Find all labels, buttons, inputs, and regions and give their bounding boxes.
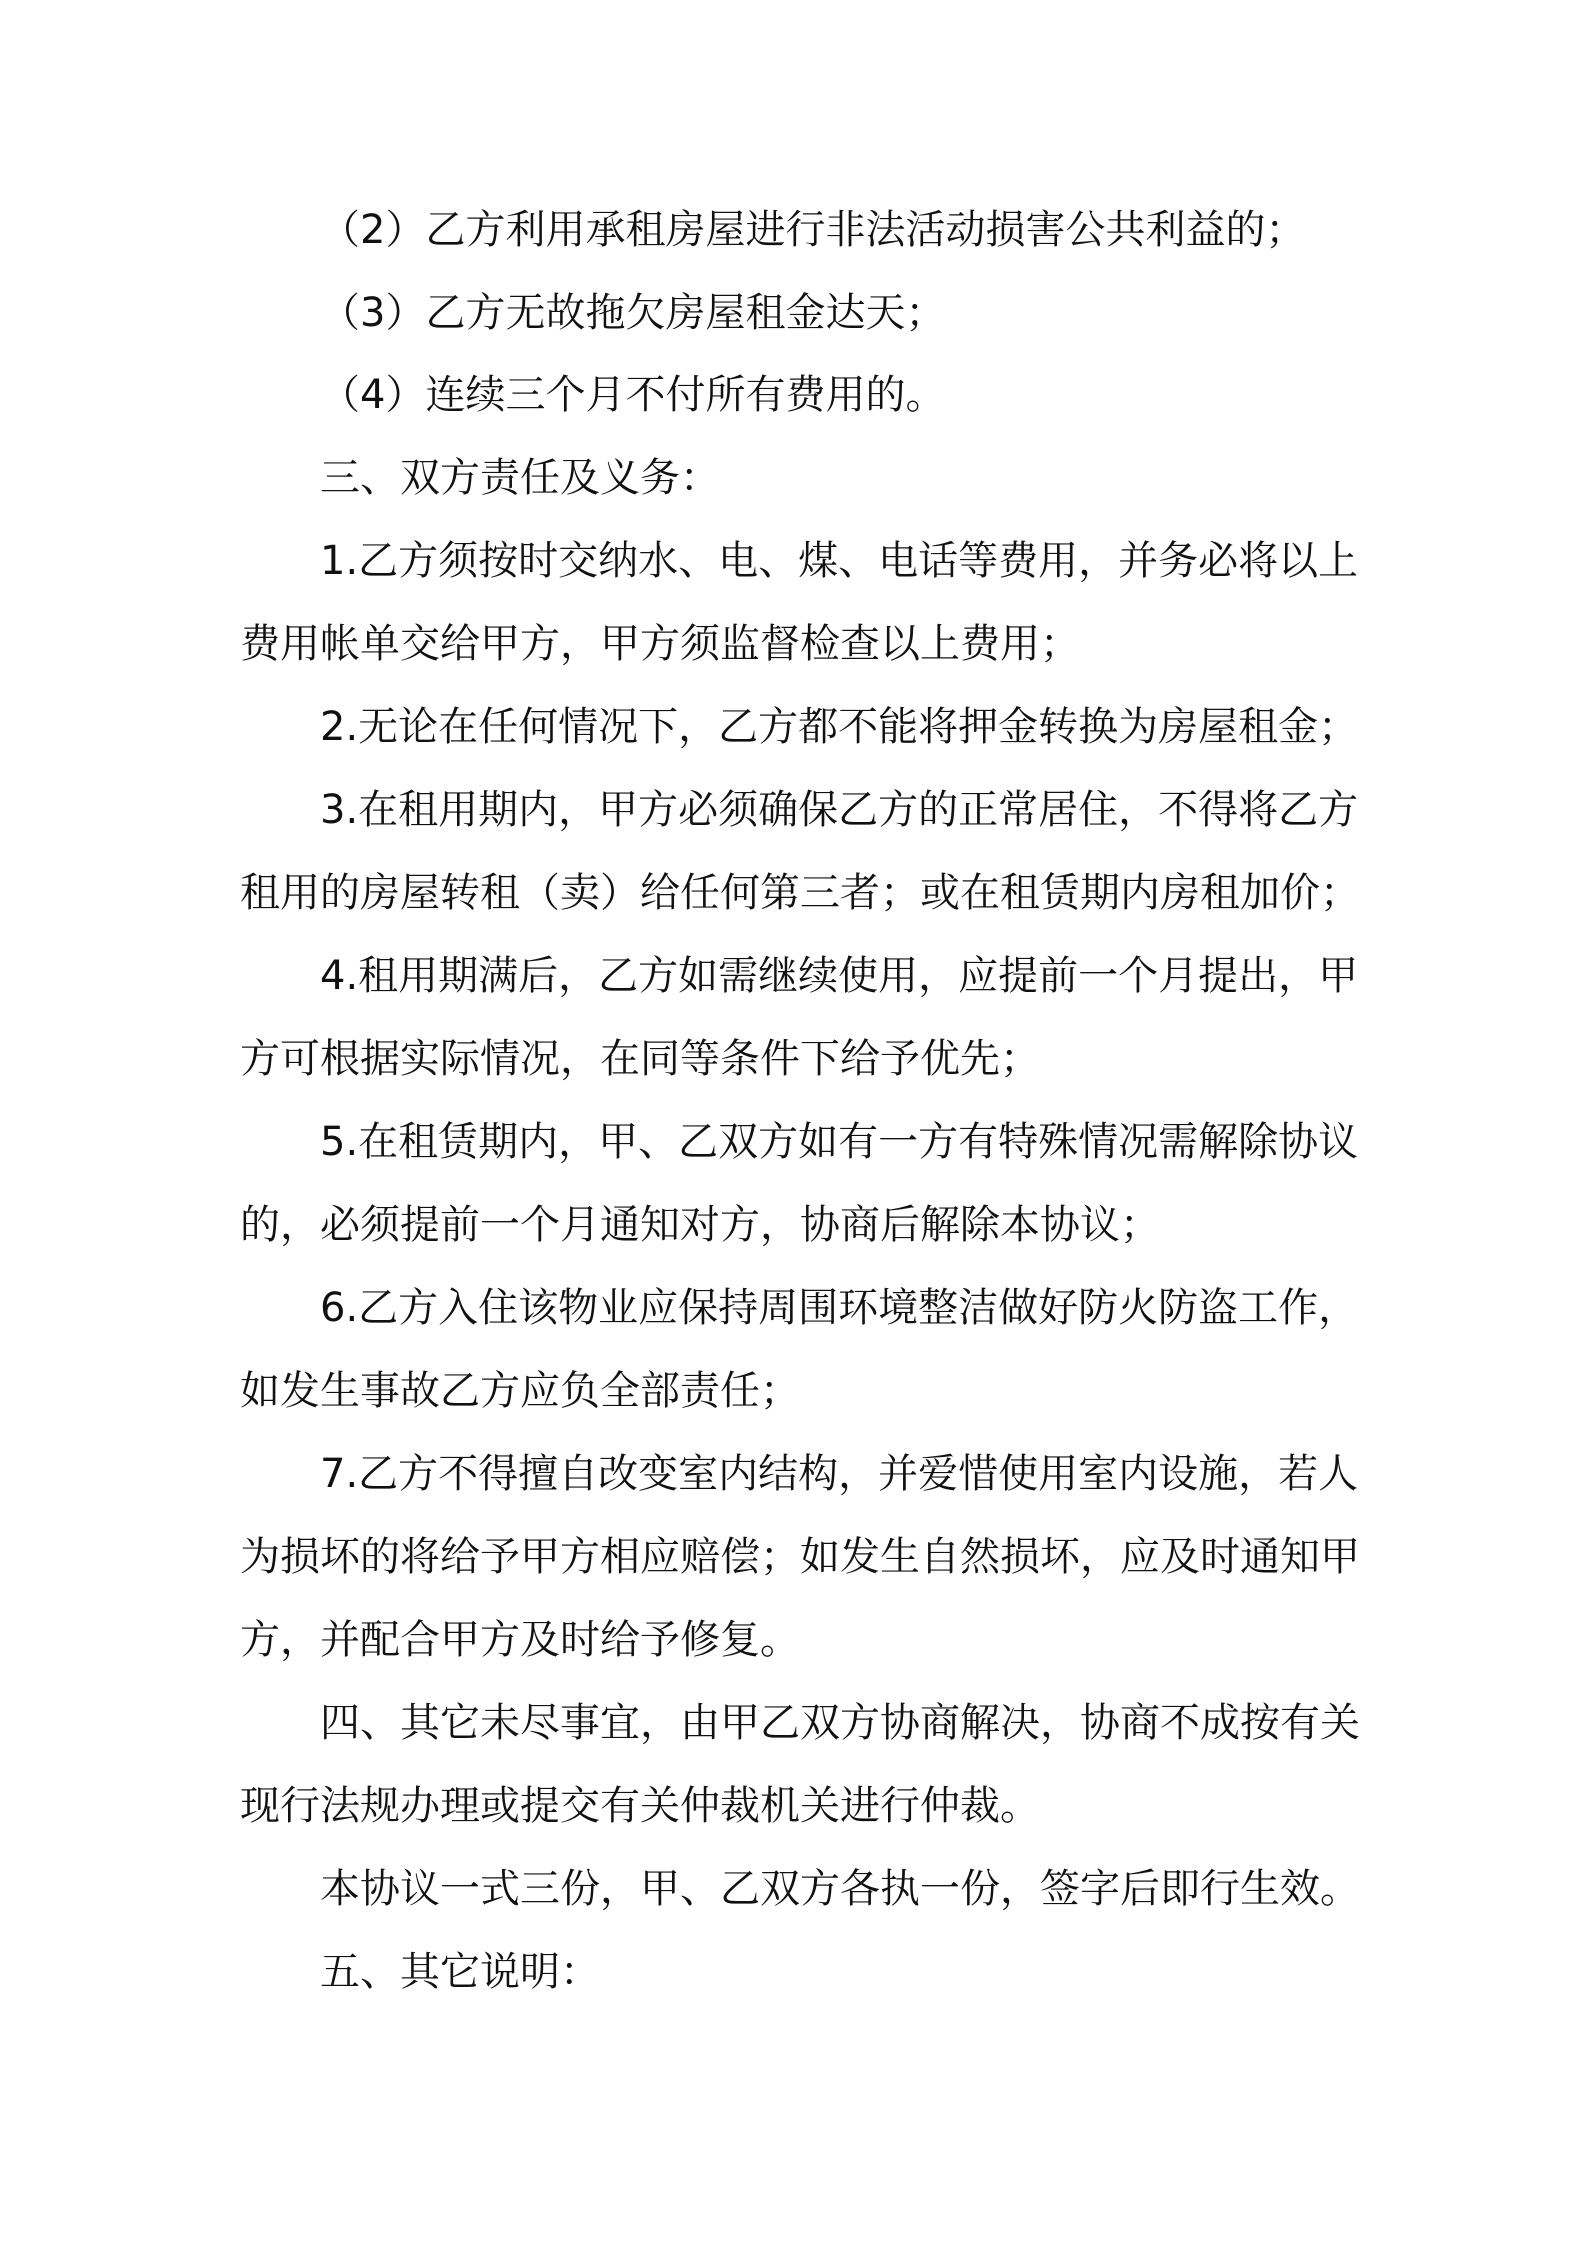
- list-item-3: （3）乙方无故拖欠房屋租金达天；: [320, 290, 946, 336]
- clause-5-line-1: 5.在租赁期内，甲、乙双方如有一方有特殊情况需解除协议: [320, 1119, 1359, 1165]
- section-heading-3: 三、双方责任及义务：: [320, 455, 720, 501]
- clause-7-line-3: 方，并配合甲方及时给予修复。: [240, 1617, 800, 1663]
- clause-4-line-1: 4.租用期满后，乙方如需继续使用，应提前一个月提出，甲: [320, 953, 1359, 999]
- clause-5-line-2: 的，必须提前一个月通知对方，协商后解除本协议；: [240, 1202, 1160, 1248]
- clause-7-line-1: 7.乙方不得擅自改变室内结构，并爱惜使用室内设施，若人: [320, 1451, 1359, 1497]
- clause-7-line-2: 为损坏的将给予甲方相应赔偿；如发生自然损坏，应及时通知甲: [240, 1534, 1360, 1580]
- clause-1-line-2: 费用帐单交给甲方，甲方须监督检查以上费用；: [240, 621, 1080, 667]
- clause-1-line-1: 1.乙方须按时交纳水、电、煤、电话等费用，并务必将以上: [320, 538, 1359, 584]
- list-item-4: （4）连续三个月不付所有费用的。: [320, 372, 946, 418]
- clause-3-line-1: 3.在租用期内，甲方必须确保乙方的正常居住，不得将乙方: [320, 787, 1359, 833]
- list-item-2: （2）乙方利用承租房屋进行非法活动损害公共利益的；: [320, 207, 1306, 253]
- clause-3-line-2: 租用的房屋转租（卖）给任何第三者；或在租赁期内房租加价；: [240, 870, 1360, 916]
- clause-6-line-2: 如发生事故乙方应负全部责任；: [240, 1368, 800, 1414]
- clause-6-line-1: 6.乙方入住该物业应保持周围环境整洁做好防火防盗工作，: [320, 1285, 1359, 1331]
- clause-4-line-2: 方可根据实际情况，在同等条件下给予优先；: [240, 1036, 1040, 1082]
- agreement-copies-note: 本协议一式三份，甲、乙双方各执一份，签字后即行生效。: [320, 1866, 1360, 1912]
- section-heading-5: 五、其它说明：: [320, 1949, 600, 1995]
- clause-2-line-1: 2.无论在任何情况下，乙方都不能将押金转换为房屋租金；: [320, 704, 1359, 750]
- section-4-line-2: 现行法规办理或提交有关仲裁机关进行仲裁。: [240, 1783, 1040, 1829]
- section-4-line-1: 四、其它未尽事宜，由甲乙双方协商解决，协商不成按有关: [320, 1700, 1360, 1746]
